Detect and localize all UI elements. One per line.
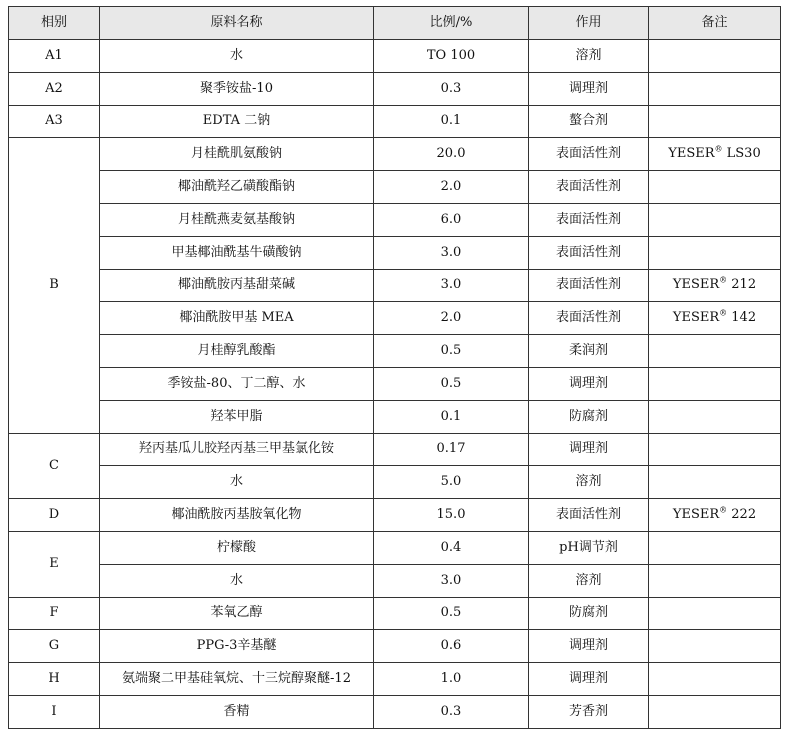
remarks-cell	[649, 695, 781, 728]
ratio-cell: 0.4	[374, 531, 529, 564]
function-cell: 芳香剂	[529, 695, 649, 728]
ingredient-cell: 香精	[100, 695, 374, 728]
product-code: LS30	[722, 146, 761, 162]
ratio-cell: 6.0	[374, 203, 529, 236]
ingredient-cell: 氨端聚二甲基硅氧烷、十三烷醇聚醚-12	[100, 663, 374, 696]
table-row	[9, 40, 781, 73]
ratio-cell: 0.1	[374, 400, 529, 433]
header-function: 作用	[529, 7, 649, 40]
ratio-cell: 0.5	[374, 367, 529, 400]
product-code: 142	[727, 310, 757, 326]
ingredient-cell: 甲基椰油酰基牛磺酸钠	[100, 236, 374, 269]
remarks-cell	[649, 302, 781, 335]
function-cell: 表面活性剂	[529, 302, 649, 335]
ingredient-cell: 水	[100, 564, 374, 597]
table-body	[9, 40, 781, 729]
function-cell: 溶剂	[529, 466, 649, 499]
table-row	[9, 367, 781, 400]
ratio-cell: 0.1	[374, 105, 529, 138]
table-row	[9, 138, 781, 171]
brand-name: YESER	[672, 506, 720, 522]
phase-cell: E	[9, 531, 100, 597]
table-row	[9, 236, 781, 269]
ratio-cell: 0.5	[374, 597, 529, 630]
ratio-cell: 0.3	[374, 695, 529, 728]
registered-mark: ®	[719, 505, 728, 515]
ratio-cell: 0.6	[374, 630, 529, 663]
ingredient-cell: PPG-3辛基醚	[100, 630, 374, 663]
ratio-cell: 20.0	[374, 138, 529, 171]
remarks-cell	[649, 138, 781, 171]
function-cell: 调理剂	[529, 72, 649, 105]
remarks-cell	[649, 630, 781, 663]
remarks-cell	[649, 663, 781, 696]
brand-name: YESER	[672, 277, 720, 293]
function-cell: 防腐剂	[529, 400, 649, 433]
function-cell: 调理剂	[529, 663, 649, 696]
table-row	[9, 466, 781, 499]
phase-cell: C	[9, 433, 100, 499]
table-row	[9, 105, 781, 138]
ratio-cell: 5.0	[374, 466, 529, 499]
function-cell: pH调节剂	[529, 531, 649, 564]
function-cell: 表面活性剂	[529, 236, 649, 269]
ratio-cell: 0.5	[374, 335, 529, 368]
ratio-cell: TO 100	[374, 40, 529, 73]
phase-cell: A1	[9, 40, 100, 73]
ingredient-cell: 水	[100, 40, 374, 73]
remarks-cell	[649, 564, 781, 597]
phase-cell: I	[9, 695, 100, 728]
table-row	[9, 203, 781, 236]
header-row	[9, 7, 781, 40]
header-phase: 相别	[9, 7, 100, 40]
function-cell: 调理剂	[529, 433, 649, 466]
function-cell: 柔润剂	[529, 335, 649, 368]
function-cell: 表面活性剂	[529, 203, 649, 236]
ingredient-cell: 水	[100, 466, 374, 499]
ratio-cell: 2.0	[374, 171, 529, 204]
ratio-cell: 3.0	[374, 236, 529, 269]
function-cell: 表面活性剂	[529, 269, 649, 302]
table-row	[9, 564, 781, 597]
function-cell: 防腐剂	[529, 597, 649, 630]
remarks-cell	[649, 400, 781, 433]
table-row	[9, 400, 781, 433]
phase-cell: A2	[9, 72, 100, 105]
function-cell: 溶剂	[529, 40, 649, 73]
header-ratio: 比例/%	[374, 7, 529, 40]
remarks-cell	[649, 203, 781, 236]
registered-mark: ®	[719, 308, 728, 318]
table-row	[9, 695, 781, 728]
ratio-cell: 0.3	[374, 72, 529, 105]
ingredient-cell: 椰油酰胺丙基胺氧化物	[100, 499, 374, 532]
remarks-cell	[649, 466, 781, 499]
function-cell: 表面活性剂	[529, 171, 649, 204]
function-cell: 螯合剂	[529, 105, 649, 138]
phase-cell: D	[9, 499, 100, 532]
table-row	[9, 630, 781, 663]
registered-mark: ®	[719, 276, 728, 285]
product-code: 212	[727, 277, 757, 293]
ratio-cell: 0.17	[374, 433, 529, 466]
remarks-cell	[649, 433, 781, 466]
remarks-cell	[649, 499, 781, 532]
function-cell: 表面活性剂	[529, 499, 649, 532]
ingredient-cell: 羟丙基瓜儿胶羟丙基三甲基氯化铵	[100, 433, 374, 466]
ingredient-cell: 月桂酰燕麦氨基酸钠	[100, 203, 374, 236]
remarks-cell	[649, 335, 781, 368]
product-code: 222	[727, 506, 757, 522]
phase-cell: A3	[9, 105, 100, 138]
table-row	[9, 302, 781, 335]
ingredient-cell: EDTA 二钠	[100, 105, 374, 138]
ingredient-cell: 羟苯甲脂	[100, 400, 374, 433]
ingredient-cell: 月桂醇乳酸酯	[100, 335, 374, 368]
ingredient-cell: 椰油酰胺丙基甜菜碱	[100, 269, 374, 302]
ingredient-cell: 苯氧乙醇	[100, 597, 374, 630]
registered-mark: ®	[714, 144, 723, 154]
function-cell: 调理剂	[529, 630, 649, 663]
remarks-cell	[649, 236, 781, 269]
remarks-cell	[649, 597, 781, 630]
table-row	[9, 663, 781, 696]
table-header	[9, 7, 781, 40]
ratio-cell: 1.0	[374, 663, 529, 696]
ratio-cell: 3.0	[374, 564, 529, 597]
formula-table	[8, 6, 781, 729]
ingredient-cell: 季铵盐-80、丁二醇、水	[100, 367, 374, 400]
remarks-cell	[649, 105, 781, 138]
ingredient-cell: 柠檬酸	[100, 531, 374, 564]
table-row	[9, 531, 781, 564]
remarks-cell	[649, 531, 781, 564]
header-ingredient: 原料名称	[100, 7, 374, 40]
table-row	[9, 597, 781, 630]
table-row	[9, 171, 781, 204]
table-row	[9, 335, 781, 368]
brand-name: YESER	[668, 146, 715, 162]
function-cell: 溶剂	[529, 564, 649, 597]
ratio-cell: 2.0	[374, 302, 529, 335]
ingredient-cell: 聚季铵盐-10	[100, 72, 374, 105]
remarks-cell	[649, 40, 781, 73]
table-row	[9, 269, 781, 302]
remarks-cell	[649, 269, 781, 302]
remarks-cell	[649, 171, 781, 204]
ingredient-cell: 月桂酰肌氨酸钠	[100, 138, 374, 171]
phase-cell: H	[9, 663, 100, 696]
remarks-cell	[649, 367, 781, 400]
remarks-cell	[649, 72, 781, 105]
header-remarks: 备注	[649, 7, 781, 40]
phase-cell: G	[9, 630, 100, 663]
function-cell: 调理剂	[529, 367, 649, 400]
ratio-cell: 15.0	[374, 499, 529, 532]
ingredient-cell: 椰油酰羟乙磺酸酯钠	[100, 171, 374, 204]
phase-cell: F	[9, 597, 100, 630]
table-row	[9, 72, 781, 105]
brand-name: YESER	[672, 310, 720, 326]
phase-cell: B	[9, 138, 100, 433]
ingredient-cell: 椰油酰胺甲基 MEA	[100, 302, 374, 335]
table-row	[9, 499, 781, 532]
function-cell: 表面活性剂	[529, 138, 649, 171]
ratio-cell: 3.0	[374, 269, 529, 302]
table-row	[9, 433, 781, 466]
